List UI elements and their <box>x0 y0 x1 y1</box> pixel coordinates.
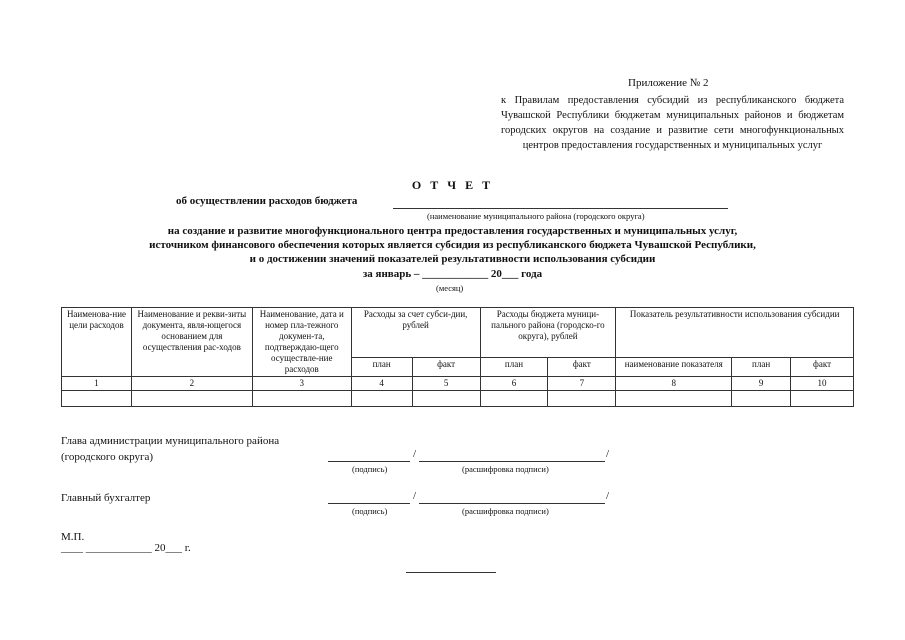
header-performance-indicator: Показатель результативности использования субсидии <box>616 308 854 358</box>
header-plan: план <box>732 357 791 376</box>
head-decoding-hint: (расшифровка подписи) <box>462 464 549 474</box>
accountant-signature-line <box>328 503 410 504</box>
head-label-line2: (городского округа) <box>61 451 154 463</box>
report-line-indicators: и о достижении значений показателей результативности использования субсидии <box>249 253 656 265</box>
header-fact: факт <box>412 357 480 376</box>
column-number: 9 <box>732 377 791 391</box>
report-line-source: источником финансового обеспечения которых является субсидия из республиканского бюджета Чувашской Республики, <box>149 239 756 251</box>
head-decoding-line <box>419 461 605 462</box>
header-indicator-name: наименование показателя <box>616 357 732 376</box>
header-basis-document: Наименование и рекви-зиты документа, явля-ющегося основанием для осуществления рас-ходов <box>131 308 252 377</box>
head-label-line1: Глава администрации муниципального района <box>61 435 280 447</box>
report-title: О Т Ч Е Т <box>411 178 494 192</box>
bottom-rule <box>406 572 496 573</box>
column-number: 1 <box>62 377 132 391</box>
head-signature-line <box>328 461 410 462</box>
header-subsidy-expenses: Расходы за счет субси-дии, рублей <box>351 308 480 358</box>
accountant-decoding-line <box>419 503 605 504</box>
header-plan: план <box>480 357 548 376</box>
report-line-budget: об осуществлении расходов бюджета <box>176 195 358 207</box>
column-number: 7 <box>548 377 616 391</box>
column-number: 4 <box>351 377 412 391</box>
budget-name-hint: (наименование муниципального района (городского округа) <box>427 211 645 221</box>
column-number: 2 <box>131 377 252 391</box>
head-signature-hint: (подпись) <box>352 464 388 474</box>
report-line-purpose: на создание и развитие многофункционального центра предоставления государственных и муниципальных услуг, <box>167 225 738 237</box>
accountant-decoding-slash: / <box>606 490 610 502</box>
report-line-period: за январь – ____________ 20___ года <box>362 268 543 280</box>
accountant-signature-slash: / <box>413 490 417 502</box>
appendix-body: к Правилам предоставления субсидий из республиканского бюджета Чувашской Республики бюджетам муниципальных районов и бюджетам городских округов на создание и развитие сети многофункциональных центров предоставления государственных и муниципальных услуг <box>501 95 844 151</box>
date-line: ____ ____________ 20___ г. <box>61 542 191 554</box>
column-number: 10 <box>791 377 854 391</box>
table-row-empty <box>62 391 854 407</box>
head-decoding-slash: / <box>606 448 610 460</box>
header-fact: факт <box>791 357 854 376</box>
appendix-title: Приложение № 2 <box>628 77 709 89</box>
accountant-signature-hint: (подпись) <box>352 506 388 516</box>
month-hint: (месяц) <box>436 283 464 293</box>
accountant-label: Главный бухгалтер <box>61 492 151 504</box>
header-goal: Наименова-ние цели расходов <box>62 308 132 377</box>
header-plan: план <box>351 357 412 376</box>
column-number: 8 <box>616 377 732 391</box>
report-table <box>61 307 854 407</box>
accountant-decoding-hint: (расшифровка подписи) <box>462 506 549 516</box>
column-number: 3 <box>252 377 351 391</box>
header-municipal-expenses: Расходы бюджета муници-пального района (городско-го округа), рублей <box>480 308 616 358</box>
budget-name-blank <box>393 208 728 209</box>
header-fact: факт <box>548 357 616 376</box>
column-number: 6 <box>480 377 548 391</box>
header-payment-document: Наименование, дата и номер пла-тежного докумен-та, подтверждаю-щего осуществле-ние расходов <box>252 308 351 377</box>
stamp-place-label: М.П. <box>61 531 85 543</box>
column-number: 5 <box>412 377 480 391</box>
head-signature-slash: / <box>413 448 417 460</box>
